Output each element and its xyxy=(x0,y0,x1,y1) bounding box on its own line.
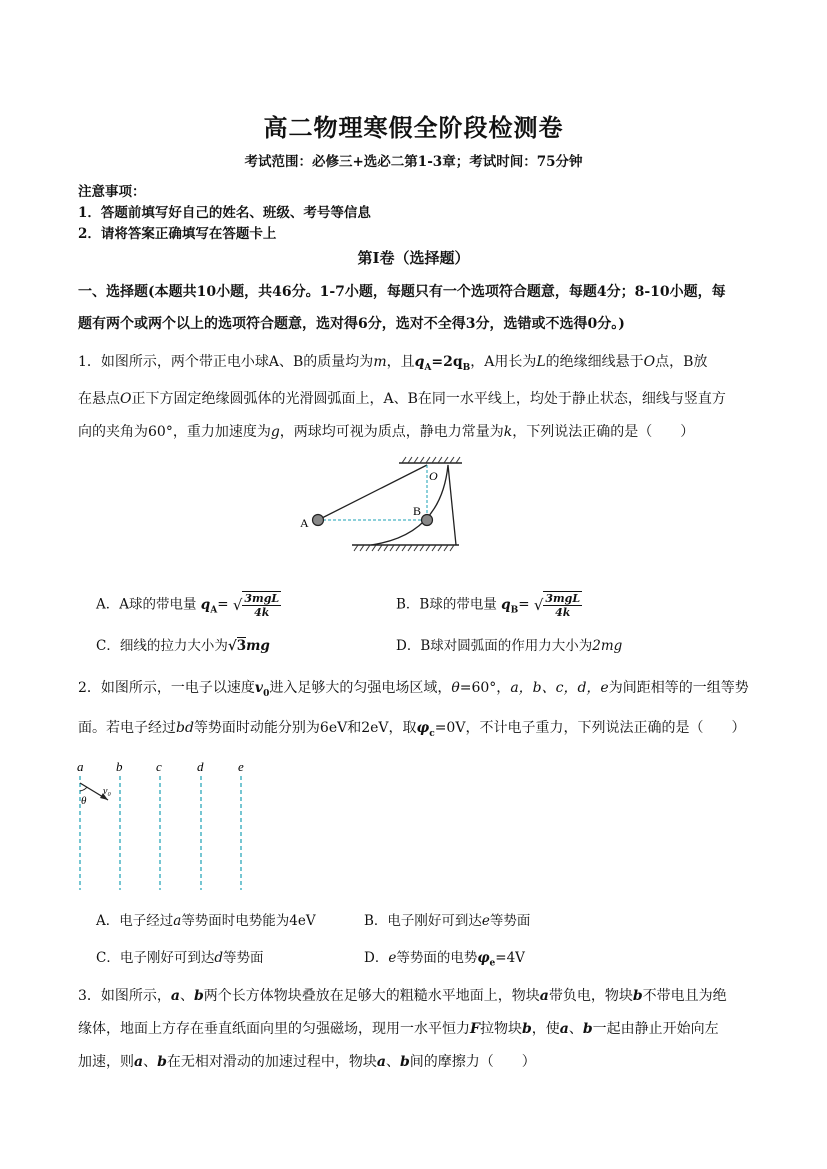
q3-line-2: 缘体，地面上方存在垂直纸面向里的匀强磁场，现用一水平恒力F拉物块b，使a、b一起由静止开始向左 xyxy=(78,1021,719,1037)
q2-label-b: b xyxy=(116,759,123,774)
q2-label-a: a xyxy=(77,759,84,774)
q3-line-1: 3．如图所示，a、b两个长方体物块叠放在足够大的粗糙水平地面上，物块a带负电，物块b不带电且为绝 xyxy=(78,988,727,1004)
q1-ball-a xyxy=(313,515,324,526)
q2-option-a[interactable]: A．电子经过a等势面时电势能为4eV xyxy=(96,913,316,929)
q1-figure xyxy=(296,455,471,555)
q2-line-2: 面。若电子经过bd等势面时动能分别为6eV和2eV，取$\varphi_c=0V$，不计电子重力，下列说法正确的是（ ） xyxy=(78,720,746,739)
q1-line-1: 1．如图所示，两个带正电小球A、B的质量均为m，且$q_A=2q_B$，A用长为L的绝缘细线悬于O点，B放 xyxy=(78,354,708,373)
q3-line-3: 加速，则a、b在无相对滑动的加速过程中，物块a、b间的摩擦力（ ） xyxy=(78,1054,536,1070)
q2-label-c: c xyxy=(156,759,162,774)
exam-scope: 考试范围：必修三+选必二第1-3章；考试时间：75分钟 xyxy=(244,154,583,170)
q2-figure xyxy=(70,758,260,893)
q2-label-v0: v₀ xyxy=(103,786,111,797)
q1-option-c[interactable]: C．细线的拉力大小为√3mg xyxy=(96,638,270,654)
q2-option-b[interactable]: B．电子刚好可到达e等势面 xyxy=(364,913,531,929)
q1-option-b[interactable]: B．B球的带电量 $q_B=$ √ 3mgL 4k xyxy=(396,592,581,619)
q1-label-a: A xyxy=(300,516,309,530)
q1-option-a[interactable]: A．A球的带电量 $q_A=$ √ 3mgL 4k xyxy=(96,592,280,619)
q1-ball-b xyxy=(422,515,433,526)
q1-string xyxy=(318,465,427,520)
note-item-1: 1．答题前填写好自己的姓名、班级、考号等信息 xyxy=(78,205,371,221)
q1-label-b: B xyxy=(413,504,422,518)
q2-angle-arc xyxy=(80,787,87,791)
page-title: 高二物理寒假全阶段检测卷 xyxy=(263,113,564,142)
q2-line-1: 2．如图所示，一电子以速度$v_0$进入足够大的匀强电场区域，θ=60°，a，b、c，d，e为间距相等的一组等势 xyxy=(78,680,749,699)
q2-option-d[interactable]: D．e等势面的电势$\varphi_e=4V$ xyxy=(364,950,525,969)
notes-heading: 注意事项： xyxy=(78,184,146,200)
q2-option-c[interactable]: C．电子刚好可到达d等势面 xyxy=(96,950,264,966)
section-title: 第I卷（选择题） xyxy=(357,249,470,267)
instructions-line-1: 一、选择题(本题共10小题，共46分。1-7小题，每题只有一个选项符合题意，每题4分；8-10小题，每 xyxy=(78,284,726,300)
q1-option-d[interactable]: D．B球对圆弧面的作用力大小为2mg xyxy=(396,638,623,654)
q1-ceiling-hatch xyxy=(402,457,460,463)
instructions-line-2: 题有两个或两个以上的选项符合题意，选对得6分，选对不全得3分，选错或不选得0分。) xyxy=(78,316,625,332)
q1-floor-hatch xyxy=(354,545,454,551)
q2-label-theta: θ xyxy=(81,795,87,807)
q2-label-e: e xyxy=(238,759,244,774)
q1-label-o: O xyxy=(429,469,438,483)
note-item-2: 2．请将答案正确填写在答题卡上 xyxy=(78,226,277,242)
q1-line-2: 在悬点O正下方固定绝缘圆弧体的光滑圆弧面上，A、B在同一水平线上，均处于静止状态，细线与竖直方 xyxy=(78,391,726,407)
q2-label-d: d xyxy=(197,759,204,774)
q1-line-3: 向的夹角为60°，重力加速度为g，两球均可视为质点，静电力常量为k，下列说法正确的是（ ） xyxy=(78,424,695,440)
